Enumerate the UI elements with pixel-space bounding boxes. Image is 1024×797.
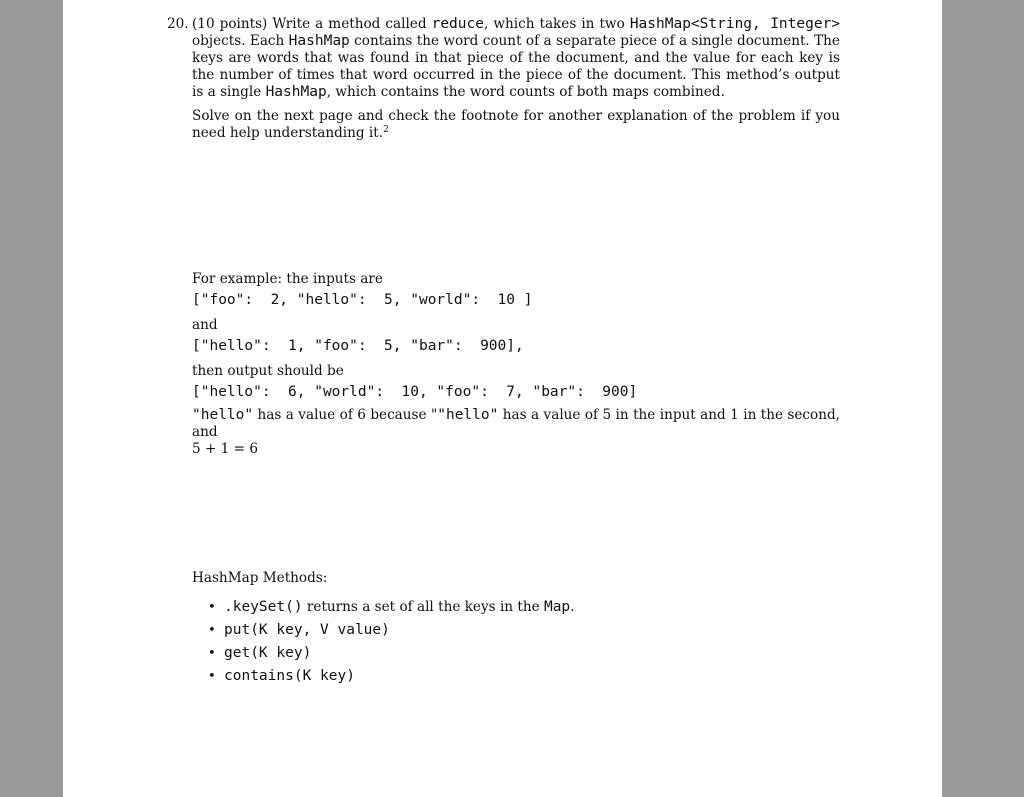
example-and: and — [192, 317, 218, 333]
methods-title: HashMap Methods: — [192, 570, 328, 586]
bullet-icon: • — [208, 600, 216, 615]
question-points: (10 points) — [192, 16, 268, 32]
list-item: • put(K key, V value) — [208, 620, 575, 643]
example-then: then output should be — [192, 363, 344, 379]
math-expression: 5 + 1 = 6 — [192, 441, 259, 457]
bullet-icon: • — [208, 646, 216, 661]
methods-list — [208, 597, 575, 689]
bullet-icon: • — [208, 669, 216, 684]
question-paragraph: (10 points) Write a method called reduce, which takes in two HashMap<String, Integer> objects. Each HashMap contains the word count of a separate piece of a single document. The keys are words that was found in that piece of the document, and the value for each key is the number of times that word occurred in the piece of the document. This method’s output is a single HashMap, which contains the word counts of both maps combined. — [192, 16, 841, 100]
document-page — [63, 0, 942, 797]
solve-note: Solve on the next page and check the footnote for another explanation of the problem if you need help understanding it.$^2$ — [192, 108, 840, 141]
example-input-1: ["foo": 2, "hello": 5, "world": 10 ] — [192, 292, 533, 308]
example-intro: For example: the inputs are — [192, 271, 383, 287]
type-name: HashMap<String, Integer> — [629, 16, 841, 32]
hashmap-code: HashMap — [265, 84, 327, 100]
bullet-icon: • — [208, 623, 216, 638]
list-item: • get(K key) — [208, 643, 575, 666]
example-explanation: "hello" has a value of 6 because ""hello" has a value of 5 in the input and 1 in the second, and 5 + 1 = 6 — [192, 407, 840, 457]
example-output: ["hello": 6, "world": 10, "foo": 7, "bar": 900] — [192, 384, 638, 400]
list-item: • .keySet() returns a set of all the keys in the Map. — [208, 597, 575, 620]
method-name: reduce — [431, 16, 484, 32]
example-input-2: ["hello": 1, "foo": 5, "bar": 900], — [192, 338, 524, 354]
footnote-mark: 2 — [383, 125, 389, 135]
question-number: 20. — [167, 16, 189, 32]
list-item: • contains(K key) — [208, 666, 575, 689]
question-body — [192, 16, 840, 142]
hashmap-code: HashMap — [288, 33, 350, 49]
